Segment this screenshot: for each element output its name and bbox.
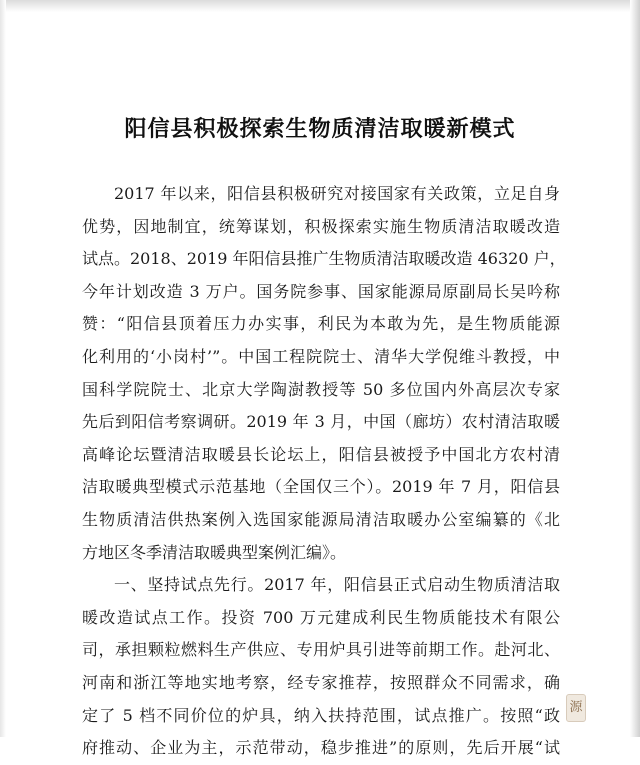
text-line: 试点。2018、2019 年阳信县推广生物质清洁取暖改造 46320 户， bbox=[82, 249, 566, 269]
text-line: 今年计划改造 3 万户。国务院参事、国家能源局原副局长吴吟称 bbox=[82, 281, 560, 301]
text-line: 2017 年以来，阳信县积极研究对接国家有关政策，立足自身 bbox=[114, 184, 560, 203]
text-line: 先后到阳信考察调研。2019 年 3 月，中国（廊坊）农村清洁取暖 bbox=[82, 412, 560, 432]
text-line: 定了 5 档不同价位的炉具，纳入扶持范围，试点推广。按照“政 bbox=[82, 705, 560, 725]
watermark-logo: 源 bbox=[566, 694, 586, 722]
text-line: 高峰论坛暨清洁取暖县长论坛上，阳信县被授予中国北方农村清 bbox=[82, 444, 560, 464]
text-line: 司，承担颗粒燃料生产供应、专用炉具引进等前期工作。赴河北、 bbox=[82, 640, 560, 660]
document-body bbox=[82, 178, 566, 765]
text-line: 生物质清洁供热案例入选国家能源局清洁取暖办公室编纂的《北 bbox=[82, 509, 560, 529]
text-line: 优势，因地制宜，统筹谋划，积极探索实施生物质清洁取暖改造 bbox=[82, 216, 560, 236]
text-line: 化利用的‘小岗村’”。中国工程院院士、清华大学倪维斗教授，中 bbox=[82, 346, 560, 366]
text-line: 暖改造试点工作。投资 700 万元建成利民生物质能技术有限公 bbox=[82, 607, 560, 627]
text-line: 方地区冬季清洁取暖典型案例汇编》。 bbox=[82, 542, 347, 562]
text-line: 一、坚持试点先行。2017 年，阳信县正式启动生物质清洁取 bbox=[114, 575, 560, 595]
text-line: 洁取暖典型模式示范基地（全国仅三个）。2019 年 7 月，阳信县 bbox=[82, 477, 560, 497]
document-title: 阳信县积极探索生物质清洁取暖新模式 bbox=[124, 117, 516, 142]
text-line: 国科学院院士、北京大学陶澍教授等 50 多位国内外高层次专家 bbox=[82, 379, 560, 399]
text-line: 河南和浙江等地实地考察，经专家推荐，按照群众不同需求，确 bbox=[82, 672, 560, 692]
text-line: 赞：“阳信县顶着压力办实事，利民为本敢为先，是生物质能源 bbox=[82, 314, 560, 334]
text-line: 府推动、企业为主，示范带动，稳步推进”的原则，先后开展“试 bbox=[82, 738, 560, 758]
